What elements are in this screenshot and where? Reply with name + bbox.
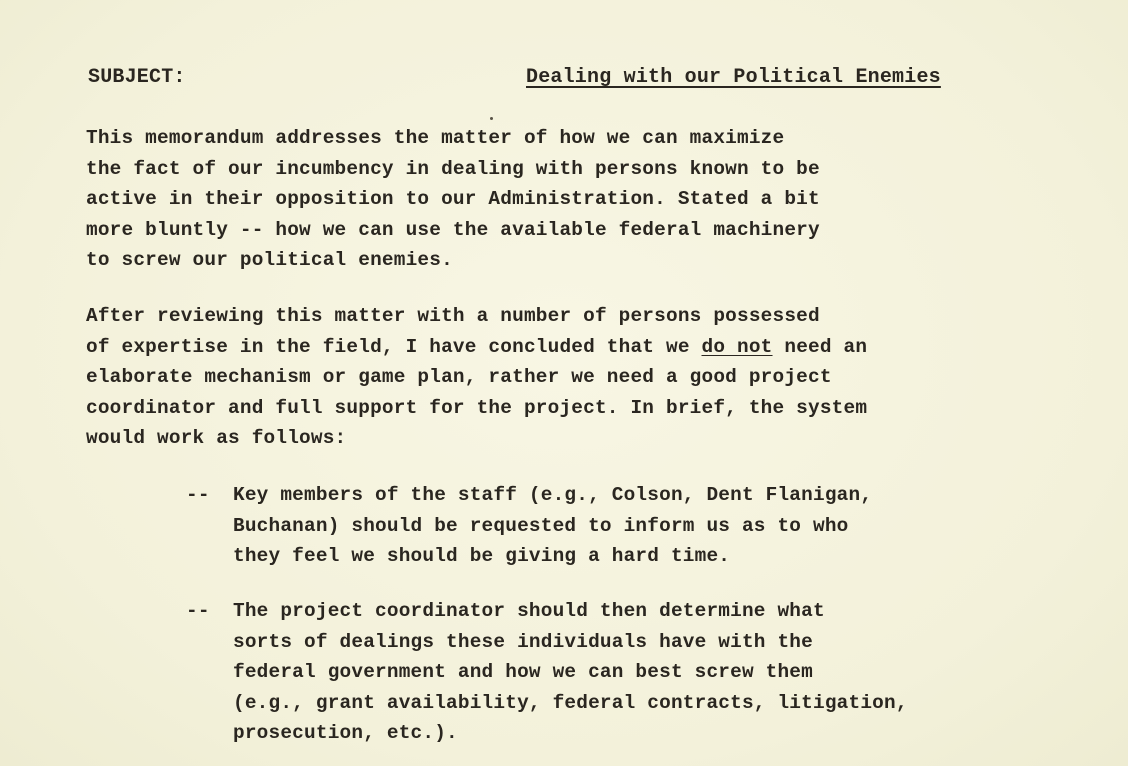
paragraph-line: would work as follows: xyxy=(86,427,347,449)
paragraph-line xyxy=(86,332,986,363)
line-text: need an xyxy=(772,335,868,358)
paragraph-line: to screw our political enemies. xyxy=(86,249,453,271)
paragraph-line: more bluntly -- how we can use the available federal machinery xyxy=(86,218,820,241)
bullet-dash: -- xyxy=(186,600,210,622)
bullet-line: sorts of dealings these individuals have with the xyxy=(233,630,813,653)
paragraph-line: This memorandum addresses the matter of how we can maximize xyxy=(86,127,785,149)
bullet-line: federal government and how we can best screw them xyxy=(233,661,813,683)
paragraph-line: active in their opposition to our Administration. Stated a bit xyxy=(86,188,820,210)
subject-label: SUBJECT: xyxy=(88,66,186,89)
bullet-line: The project coordinator should then determine what xyxy=(233,600,825,622)
underlined-phrase: do not xyxy=(701,335,773,358)
subject-title: Dealing with our Political Enemies xyxy=(526,66,941,89)
bullet-dash: -- xyxy=(186,484,210,506)
paragraph-review xyxy=(86,301,986,454)
bullet-line: they feel we should be giving a hard time. xyxy=(233,545,731,567)
paper-speck xyxy=(490,117,493,120)
paragraph-line: coordinator and full support for the project. In brief, the system xyxy=(86,396,868,419)
subject-row xyxy=(88,66,988,98)
paragraph-line: elaborate mechanism or game plan, rather we need a good project xyxy=(86,366,832,388)
bullet-body xyxy=(233,480,993,572)
bullet-line: (e.g., grant availability, federal contracts, litigation, xyxy=(233,691,908,714)
paragraph-intro xyxy=(86,123,986,276)
line-text: of expertise in the field, I have concluded that we xyxy=(86,335,702,358)
bullet-line: Buchanan) should be requested to inform us as to who xyxy=(233,514,849,537)
bullet-body xyxy=(233,596,993,749)
bullet-line: Key members of the staff (e.g., Colson, Dent Flanigan, xyxy=(233,484,873,506)
paragraph-line: After reviewing this matter with a number of persons possessed xyxy=(86,305,820,327)
paragraph-line: the fact of our incumbency in dealing with persons known to be xyxy=(86,157,820,180)
bullet-line: prosecution, etc.). xyxy=(233,722,458,744)
